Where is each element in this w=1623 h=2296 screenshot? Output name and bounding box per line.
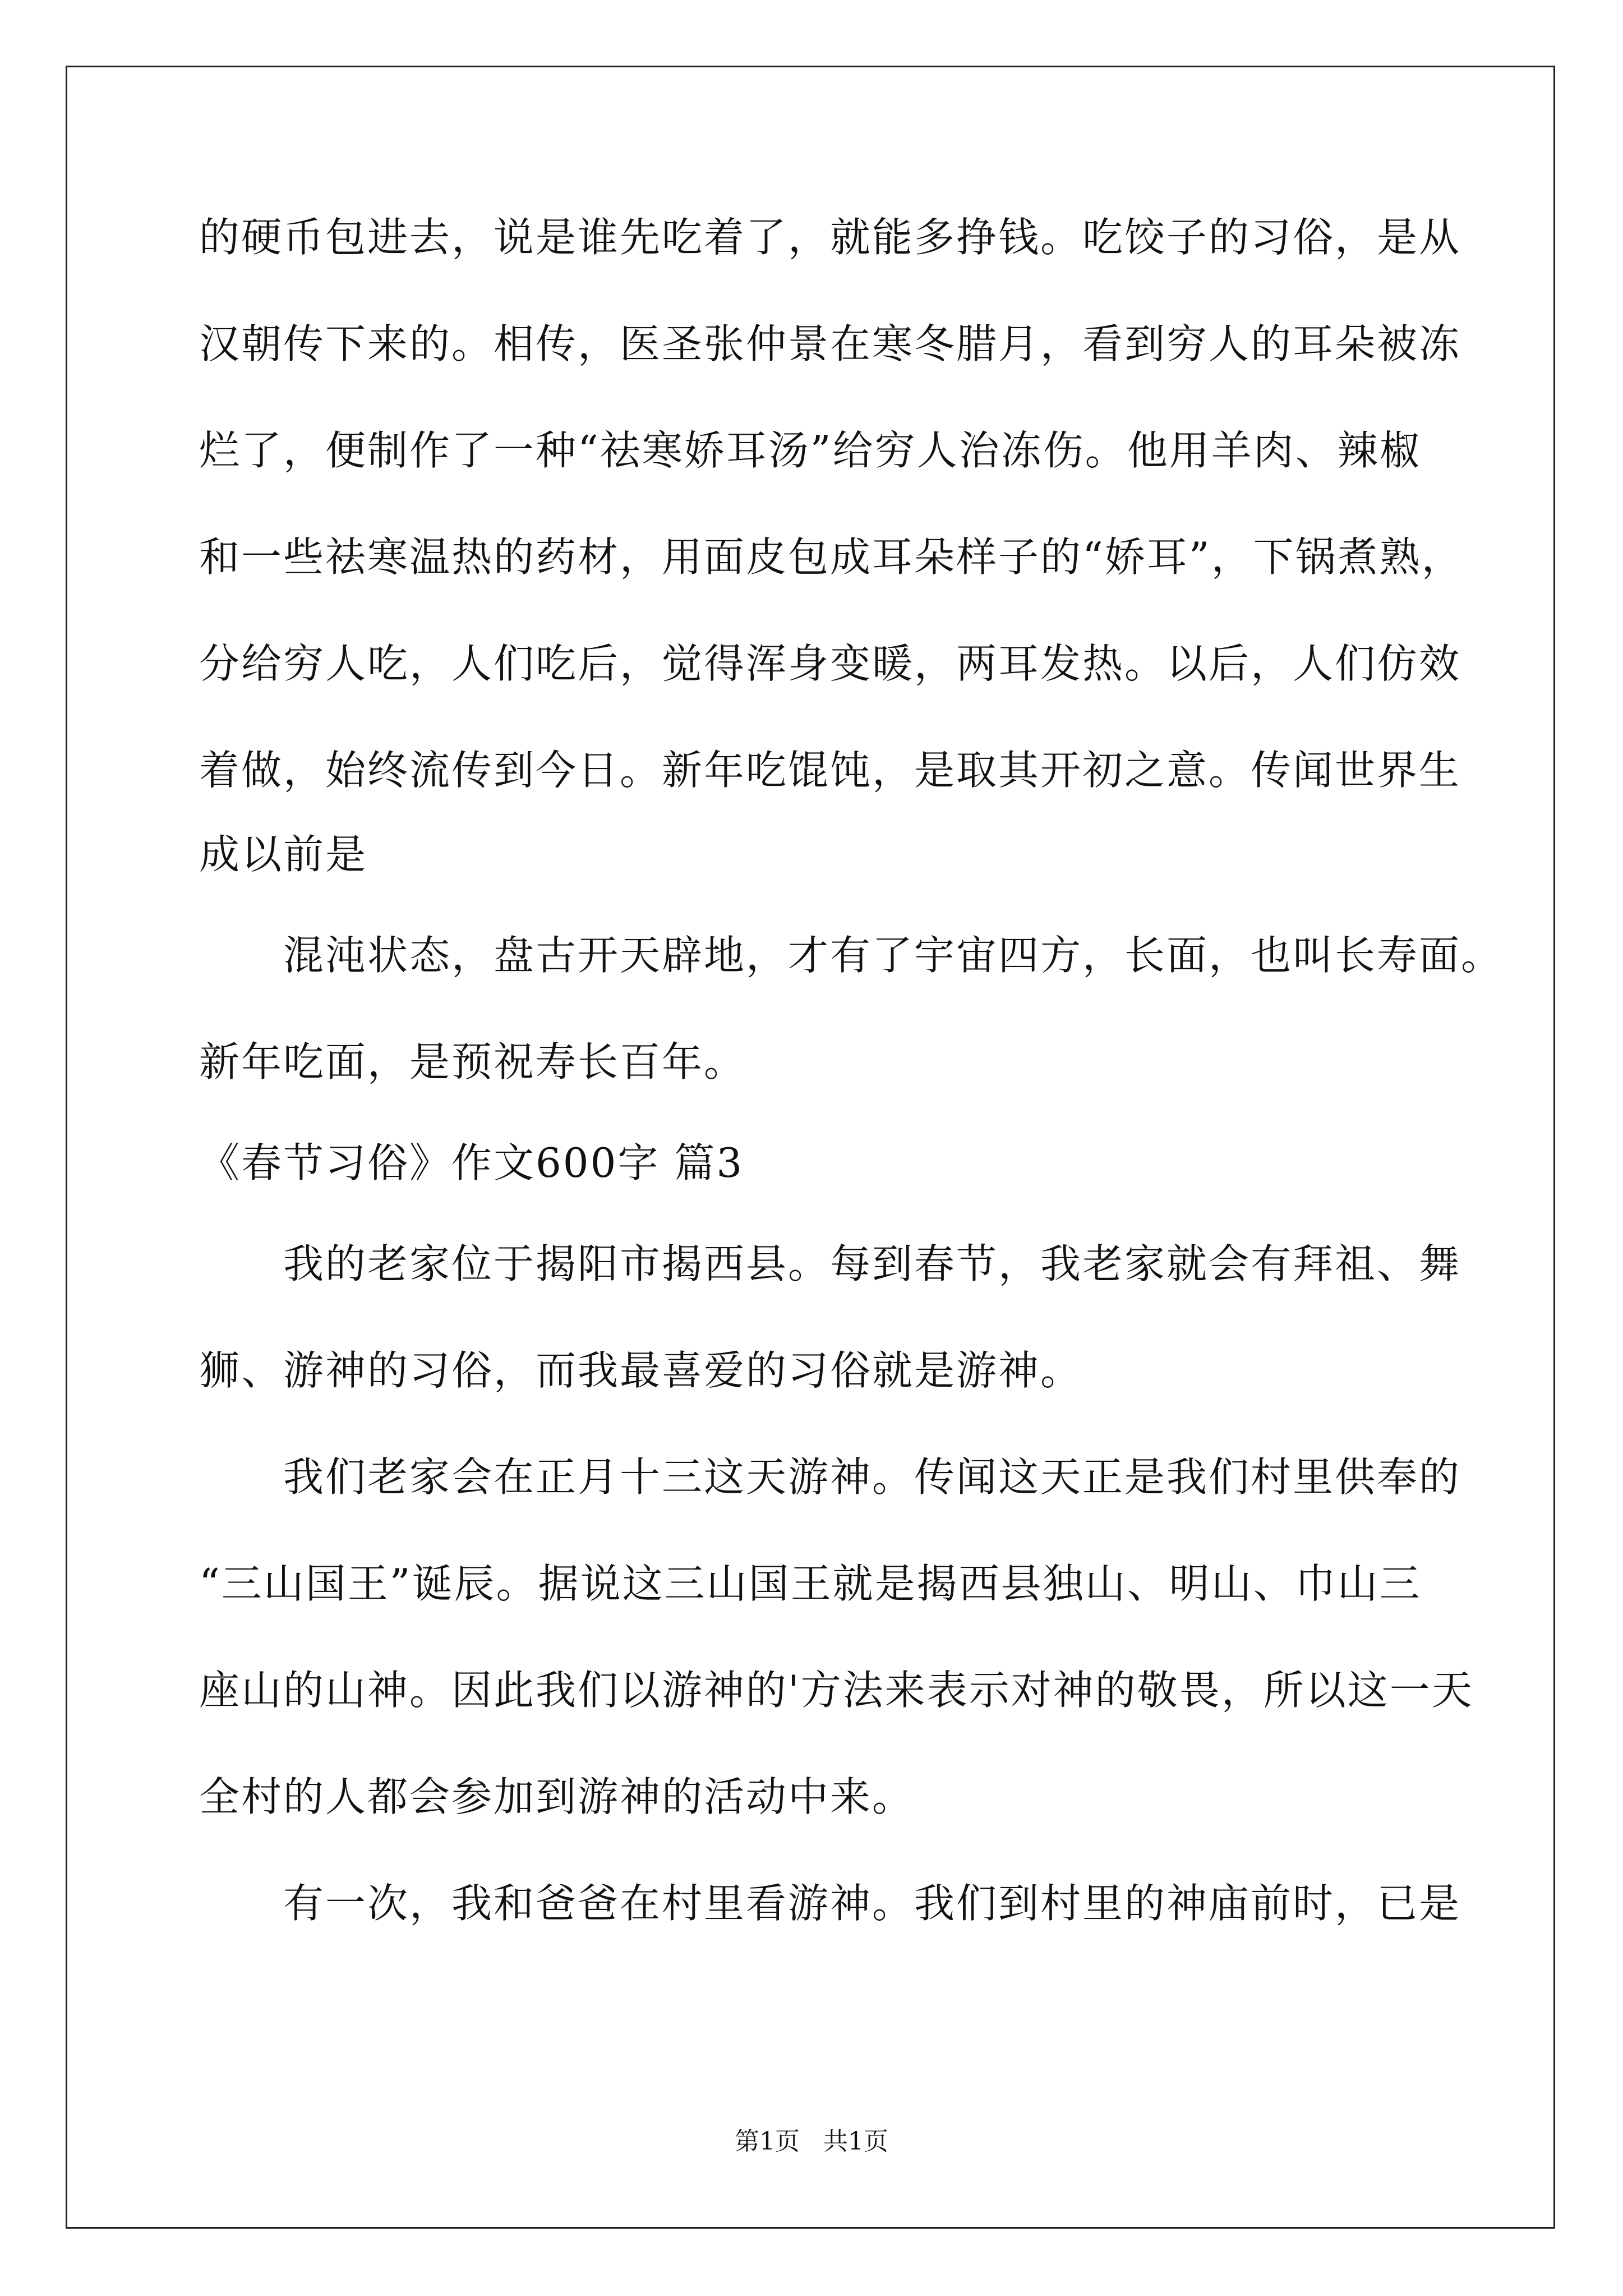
text-line: 狮、游神的习俗，而我最喜爱的习俗就是游神。 xyxy=(199,1347,1083,1394)
text-line: 全村的人都会参加到游神的活动中来。 xyxy=(199,1773,915,1820)
page-footer xyxy=(0,2126,1623,2157)
text-line: 汉朝传下来的。相传，医圣张仲景在寒冬腊月，看到穷人的耳朵被冻 xyxy=(199,320,1461,367)
text-line: “三山国王”诞辰。据说这三山国王就是揭西县独山、明山、巾山三 xyxy=(199,1560,1422,1607)
text-line: 着做，始终流传到今日。新年吃馄饨，是取其开初之意。传闻世界生 xyxy=(199,747,1461,794)
page-number: 第1页 xyxy=(735,2127,800,2156)
section-heading: 《春节习俗》作文600字 篇3 xyxy=(199,1139,744,1186)
text-line: 成以前是 xyxy=(199,831,368,878)
text-line: 我们老家会在正月十三这天游神。传闻这天正是我们村里供奉的 xyxy=(199,1453,1461,1501)
text-line: 新年吃面，是预祝寿长百年。 xyxy=(199,1038,746,1085)
text-line: 混沌状态，盘古开天辟地，才有了宇宙四方，长面，也叫长寿面。 xyxy=(199,932,1504,979)
page-total: 共1页 xyxy=(823,2127,888,2156)
text-line: 的硬币包进去，说是谁先吃着了，就能多挣钱。吃饺子的习俗，是从 xyxy=(199,214,1461,261)
text-line: 和一些祛寒温热的药材，用面皮包成耳朵样子的“娇耳”，下锅煮熟， xyxy=(199,533,1464,581)
text-line: 有一次，我和爸爸在村里看游神。我们到村里的神庙前时，已是 xyxy=(199,1880,1461,1927)
text-line: 烂了，便制作了一种“祛寒娇耳汤”给穷人治冻伤。他用羊肉、辣椒 xyxy=(199,427,1422,474)
text-line: 分给穷人吃，人们吃后，觉得浑身变暖，两耳发热。以后，人们仿效 xyxy=(199,640,1461,687)
text-line: 座山的山神。因此我们以游神的'方法来表示对神的敬畏，所以这一天 xyxy=(199,1667,1474,1714)
text-line: 我的老家位于揭阳市揭西县。每到春节，我老家就会有拜祖、舞 xyxy=(199,1240,1461,1287)
